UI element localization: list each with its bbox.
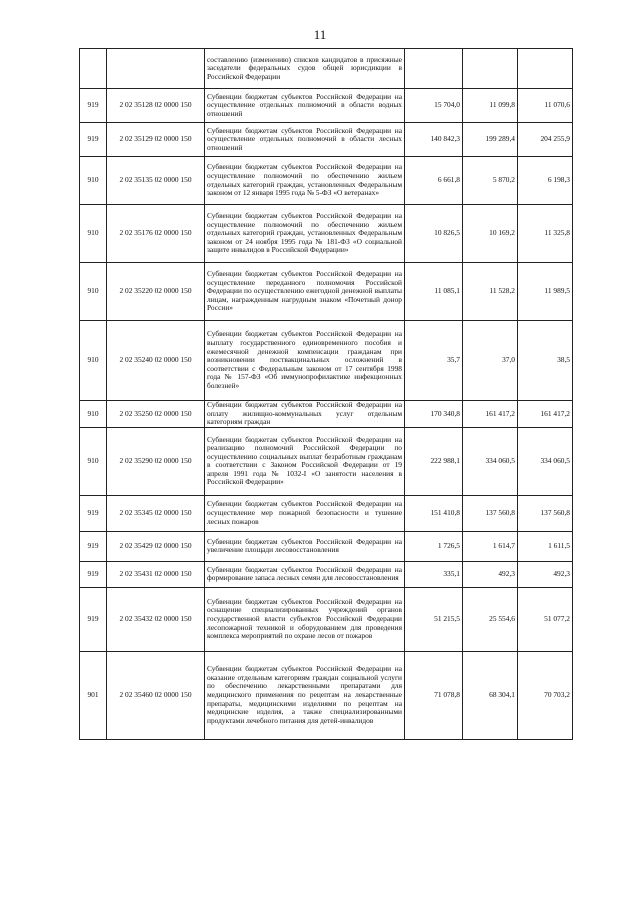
amount-2024-cell: 335,1 [405,561,463,587]
amount-2024-cell: 11 085,1 [405,263,463,321]
amount-2026-cell: 70 703,2 [518,651,573,739]
budget-code-cell: 2 02 35128 02 0000 150 [107,89,205,123]
amount-2025-cell: 161 417,2 [463,401,518,428]
income-name-cell: Субвенции бюджетам субъектов Российской Федерации на оснащение специализированных учреждений органов государственной власти субъектов Российской Федерации лесопожарной техникой и оборудованием для проведения комплекса мероприятий по охране лесов от пожаров [205,587,405,651]
amount-2026-cell: 51 077,2 [518,587,573,651]
table-row [80,123,573,157]
table-row [80,321,573,401]
income-name-cell: Субвенции бюджетам субъектов Российской Федерации на оказание отдельным категориям граждан социальной услуги по обеспечению лекарственными препаратами для медицинского применения по рецептам на лекарственные препараты, медицинскими изделиями по рецептам на медицинские изделия, а также специализированными продуктами лечебного питания для детей-инвалидов [205,651,405,739]
amount-2026-cell: 11 325,8 [518,205,573,263]
table-row [80,401,573,428]
admin-code-cell: 919 [80,587,107,651]
table-row [80,205,573,263]
amount-2024-cell: 170 340,8 [405,401,463,428]
budget-code-cell: 2 02 35429 02 0000 150 [107,531,205,561]
table-row [80,651,573,739]
budget-code-cell: 2 02 35135 02 0000 150 [107,157,205,205]
amount-2025-cell [463,49,518,89]
amount-2024-cell: 140 842,3 [405,123,463,157]
budget-code-cell: 2 02 35290 02 0000 150 [107,427,205,495]
admin-code-cell: 910 [80,321,107,401]
amount-2025-cell: 334 060,5 [463,427,518,495]
table-body [80,49,573,740]
admin-code-cell: 910 [80,263,107,321]
admin-code-cell: 901 [80,651,107,739]
income-name-cell: Субвенции бюджетам субъектов Российской Федерации на осуществление полномочий по обеспечению жильем отдельных категорий граждан, установленных Федеральным законом от 24 ноября 1995 года № 181-ФЗ «О социальной защите инвалидов в Российской Федерации» [205,205,405,263]
amount-2024-cell: 222 988,1 [405,427,463,495]
amount-2025-cell: 5 870,2 [463,157,518,205]
amount-2025-cell: 137 560,8 [463,495,518,531]
income-name-cell: Субвенции бюджетам субъектов Российской Федерации на осуществление отдельных полномочий в области водных отношений [205,89,405,123]
table-row [80,49,573,89]
admin-code-cell: 919 [80,495,107,531]
income-name-cell: Субвенции бюджетам субъектов Российской Федерации на оплату жилищно-коммунальных услуг отдельным категориям граждан [205,401,405,428]
admin-code-cell: 910 [80,157,107,205]
amount-2025-cell: 25 554,6 [463,587,518,651]
budget-code-cell: 2 02 35129 02 0000 150 [107,123,205,157]
table-row [80,495,573,531]
income-name-cell: составлению (изменению) списков кандидатов в присяжные заседатели федеральных судов общей юрисдикции в Российской Федерации [205,49,405,89]
amount-2025-cell: 68 304,1 [463,651,518,739]
table-row [80,89,573,123]
income-name-cell: Субвенции бюджетам субъектов Российской Федерации на выплату государственного единовременного пособия и ежемесячной денежной компенсации гражданам при возникновении поствакцинальных осложнений в соответствии с Федеральным законом от 17 сентября 1998 года № 157-ФЗ «Об иммунопрофилактике инфекционных болезней» [205,321,405,401]
table-row [80,157,573,205]
page-number: 11 [313,27,327,42]
admin-code-cell: 910 [80,205,107,263]
amount-2025-cell: 492,3 [463,561,518,587]
amount-2024-cell: 10 826,5 [405,205,463,263]
amount-2026-cell: 161 417,2 [518,401,573,428]
admin-code-cell: 910 [80,401,107,428]
amount-2025-cell: 37,0 [463,321,518,401]
amount-2026-cell [518,49,573,89]
admin-code-cell: 910 [80,427,107,495]
income-name-cell: Субвенции бюджетам субъектов Российской Федерации на осуществление полномочий по обеспечению жильем отдельных категорий граждан, установленных Федеральным законом от 12 января 1995 года № 5-ФЗ «О ветеранах» [205,157,405,205]
amount-2026-cell: 1 611,5 [518,531,573,561]
budget-code-cell: 2 02 35220 02 0000 150 [107,263,205,321]
admin-code-cell: 919 [80,89,107,123]
amount-2024-cell: 151 410,8 [405,495,463,531]
amount-2026-cell: 11 070,6 [518,89,573,123]
amount-2026-cell: 6 198,3 [518,157,573,205]
amount-2024-cell: 1 726,5 [405,531,463,561]
budget-code-cell: 2 02 35345 02 0000 150 [107,495,205,531]
table-row [80,263,573,321]
amount-2024-cell: 6 661,8 [405,157,463,205]
amount-2025-cell: 11 528,2 [463,263,518,321]
amount-2024-cell: 71 078,8 [405,651,463,739]
admin-code-cell: 919 [80,123,107,157]
amount-2026-cell: 38,5 [518,321,573,401]
budget-table [79,48,573,740]
amount-2024-cell: 35,7 [405,321,463,401]
amount-2025-cell: 10 169,2 [463,205,518,263]
amount-2026-cell: 204 255,9 [518,123,573,157]
income-name-cell: Субвенции бюджетам субъектов Российской Федерации на формирование запаса лесных семян для лесовосстановления [205,561,405,587]
amount-2025-cell: 199 289,4 [463,123,518,157]
income-name-cell: Субвенции бюджетам субъектов Российской Федерации на осуществление мер пожарной безопасности и тушение лесных пожаров [205,495,405,531]
amount-2026-cell: 11 989,5 [518,263,573,321]
budget-code-cell: 2 02 35176 02 0000 150 [107,205,205,263]
amount-2025-cell: 11 099,8 [463,89,518,123]
budget-code-cell: 2 02 35432 02 0000 150 [107,587,205,651]
budget-code-cell: 2 02 35431 02 0000 150 [107,561,205,587]
amount-2026-cell: 334 060,5 [518,427,573,495]
budget-code-cell: 2 02 35250 02 0000 150 [107,401,205,428]
table-row [80,587,573,651]
admin-code-cell: 919 [80,561,107,587]
income-name-cell: Субвенции бюджетам субъектов Российской Федерации на увеличение площади лесовосстановления [205,531,405,561]
budget-code-cell: 2 02 35240 02 0000 150 [107,321,205,401]
budget-code-cell: 2 02 35460 02 0000 150 [107,651,205,739]
income-name-cell: Субвенции бюджетам субъектов Российской Федерации на осуществление отдельных полномочий в области лесных отношений [205,123,405,157]
admin-code-cell [80,49,107,89]
income-name-cell: Субвенции бюджетам субъектов Российской Федерации на осуществление переданного полномочия Российской Федерации по осуществлению ежегодной денежной выплаты лицам, награжденным нагрудным знаком «Почетный донор России» [205,263,405,321]
budget-code-cell [107,49,205,89]
amount-2025-cell: 1 614,7 [463,531,518,561]
amount-2024-cell: 51 215,5 [405,587,463,651]
amount-2026-cell: 492,3 [518,561,573,587]
income-name-cell: Субвенции бюджетам субъектов Российской Федерации на реализацию полномочий Российской Федерации по осуществлению социальных выплат безработным гражданам в соответствии с Законом Российской Федерации от 19 апреля 1991 года № 1032-I «О занятости населения в Российской Федерации» [205,427,405,495]
amount-2024-cell: 15 704,0 [405,89,463,123]
amount-2024-cell [405,49,463,89]
table-row [80,561,573,587]
table-row [80,531,573,561]
table-row [80,427,573,495]
amount-2026-cell: 137 560,8 [518,495,573,531]
admin-code-cell: 919 [80,531,107,561]
